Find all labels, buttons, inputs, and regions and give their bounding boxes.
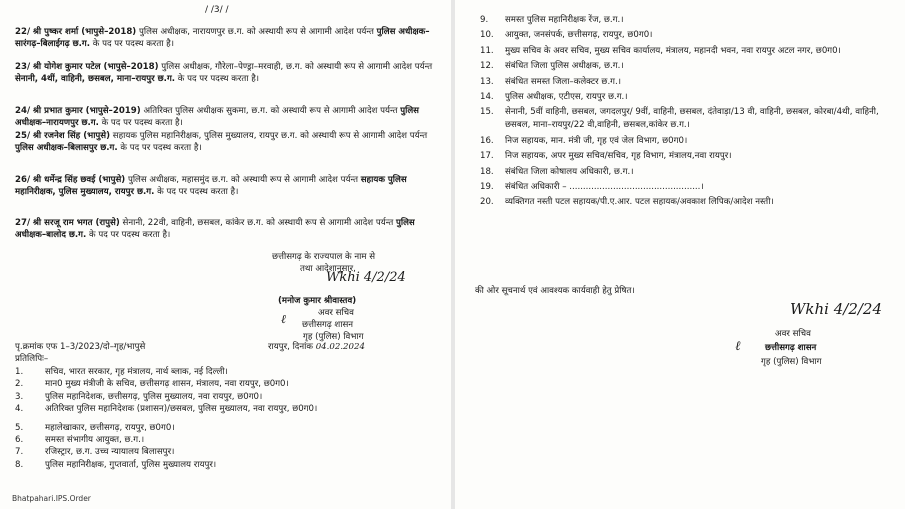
forward-note: की ओर सूचनार्थ एवं आवश्यक कार्यवाही हेतु प्रेषित। xyxy=(475,286,635,296)
copy-to-label: प्रतिलिपिः– xyxy=(15,354,49,364)
signatory2-dept: गृह (पुलिस) विभाग xyxy=(761,357,822,367)
list-item: 12. संबंधित जिला पुलिस अधीक्षक, छ.ग.। xyxy=(480,61,624,72)
list-item: 2. मान0 मुख्य मंत्रीजी के सचिव, छत्तीसगढ़ शासन, मंत्रालय, नवा रायपुर, छ0ग0। xyxy=(15,379,289,390)
list-item: 10. आयुक्त, जनसंपर्क, छत्तीसगढ़, रायपुर, छ0ग0। xyxy=(480,30,653,41)
list-item: 8. पुलिस महानिरीक्षक, गुप्तवार्ता, पुलिस मुख्यालय रायपुर। xyxy=(15,459,217,470)
right-page xyxy=(455,0,905,509)
initials-mark-2: ℓ xyxy=(735,339,741,354)
signatory-govt: छत्तीसगढ़ शासन xyxy=(302,320,354,330)
order-paragraph-23: 23/ श्री योगेश कुमार पटेल (भापुसे–2018) पुलिस अधीक्षक, गौरेला–पेण्ड्रा–मरवाही, छ.ग. को अस्थायी रूप से आगामी आदेश पर्यन्त सेनानी, 4थीं, वाहिनी, छसबल, माना–रायपुर छ.ग. के पद पर पदस्थ करता है। xyxy=(15,62,433,84)
signatory-name: (मनोज कुमार श्रीवास्तव) xyxy=(278,296,357,306)
order-paragraph-24: 24/ श्री प्रभात कुमार (भापुसे–2019) अतिरिक्त पुलिस अधीक्षक सुकमा, छ.ग. को अस्थायी रूप से आगामी आदेश पर्यन्त पुलिस अधीक्षक–नारायणपुर छ.ग. के पद पर पदस्थ करता है। xyxy=(15,106,419,128)
list-item: 5. महालेखाकार, छत्तीसगढ़, रायपुर, छ0ग0। xyxy=(15,422,175,433)
list-item: 15. सेनानी, 5वीं वाहिनी, छसबल, जगदलपुर/ 9वीं, वाहिनी, छसबल, दंतेवाड़ा/13 वी, वाहिनी, छसबल, कोरबा/4थी, वाहिनी, छसबल, माना–रायपुर/22 वी,वाहिनी, छसबल,कांकेर छ.ग.। xyxy=(480,107,879,131)
list-item: 11. मुख्य सचिव के अवर सचिव, मुख्य सचिव कार्यालय, मंत्रालय, महानदी भवन, नवा रायपुर अटल नगर, छ0ग0। xyxy=(480,45,841,56)
order-paragraph-25: 25/ श्री रजनेश सिंह (भापुसे) सहायक पुलिस महानिरीक्षक, पुलिस मुख्यालय, रायपुर छ.ग. को अस्थायी रूप से आगामी आदेश पर्यन्त पुलिस अधीक्षक–बिलासपुर छ.ग. के पद पर पदस्थ करता है। xyxy=(15,131,428,153)
signatory-post: अवर सचिव xyxy=(318,308,354,318)
order-paragraph-26: 26/ श्री धर्मेन्द्र सिंह छवई (भापुसे) पुलिस अधीक्षक, महासमुंद छ.ग. को अस्थायी रूप से आगामी आदेश पर्यन्त सहायक पुलिस महानिरीक्षक, पुलिस मुख्यालय, रायपुर छ.ग. के पद पर पदस्थ करता है। xyxy=(15,175,407,197)
signatory2-govt: छत्तीसगढ़ शासन xyxy=(765,343,817,353)
list-item: 20. व्यक्तिगत नस्ती पटल सहायक/पी.ए.आर. पटल सहायक/अवकाश लिपिक/आदेश नस्ती। xyxy=(480,197,774,208)
list-item: 4. अतिरिक्त पुलिस महानिदेशक (प्रशासन)/छसबल, पुलिस मुख्यालय, नवा रायपुर, छ0ग0। xyxy=(15,404,318,415)
list-item: 14. पुलिस अधीक्षक, एटीएस, रायपुर छ.ग.। xyxy=(480,91,628,102)
list-item: 3. पुलिस महानिदेशक, छत्तीसगढ़, पुलिस मुख्यालय, नवा रायपुर, छ0ग0। xyxy=(15,391,263,402)
page-number-header: / /3/ / xyxy=(205,5,229,15)
place-date: रायपुर, दिनांक 04.02.2024 xyxy=(268,342,365,352)
order-paragraph-22: 22/ श्री पुष्कर शर्मा (भापुसे–2018) पुलिस अधीक्षक, नारायणपुर छ.ग. को अस्थायी रूप से आगामी आदेश पर्यन्त पुलिस अधीक्षक–सारंगढ़–बिलाईगढ़ छ.ग. के पद पर पदस्थ करता है। xyxy=(15,27,430,49)
handwritten-signature-2: Wkhi 4/2/24 xyxy=(790,300,883,318)
order-paragraph-27: 27/ श्री सरजू राम भगत (रापुसे) सेनानी, 22वी, वाहिनी, छसबल, कांकेर छ.ग. को अस्थायी रूप से आगामी आदेश पर्यन्त पुलिस अधीक्षक–बालोद छ.ग. के पद पर पदस्थ करता है। xyxy=(15,218,415,240)
list-item: 9. समस्त पुलिस महानिरीक्षक रेंज, छ.ग.। xyxy=(480,15,624,25)
reference-number: पृ.क्रमांक एफ 1–3/2023/दो–गृह/भापुसे xyxy=(15,342,146,352)
list-item: 16. निज सहायक, मान. मंत्री जी, गृह एवं जेल विभाग, छ0ग0। xyxy=(480,135,688,146)
initials-mark: ℓ xyxy=(281,312,286,326)
order-line-by-order: तथा आदेशानुसार, xyxy=(300,264,356,274)
list-item: 17. निज सहायक, अपर मुख्य सचिव/सचिव, गृह विभाग, मंत्रालय,नवा रायपुर। xyxy=(480,151,732,162)
order-line-governor: छत्तीसगढ़ के राज्यपाल के नाम से xyxy=(272,252,376,262)
list-item: 6. समस्त संभागीय आयुक्त, छ.ग.। xyxy=(15,435,145,446)
list-item: 19. संबंधित अधिकारी – ................................................। xyxy=(480,181,704,192)
footer-tag: Bhatpahari.IPS.Order xyxy=(12,494,91,503)
list-item: 1. सचिव, भारत सरकार, गृह मंत्रालय, नार्थ ब्लाक, नई दिल्ली। xyxy=(15,367,228,377)
handwritten-signature-1: Wkhi 4/2/24 xyxy=(326,270,406,285)
list-item: 7. रजिस्ट्रार, छ.ग. उच्च न्यायालय बिलासपुर। xyxy=(15,447,175,458)
list-item: 13. संबंधित समस्त जिला–कलेक्टर छ.ग.। xyxy=(480,76,622,87)
list-item: 18. संबंधित जिला कोषालय अधिकारी, छ.ग.। xyxy=(480,166,634,177)
copy-list-right xyxy=(480,14,895,212)
signatory-dept: गृह (पुलिस) विभाग xyxy=(303,332,364,342)
left-page xyxy=(0,0,451,509)
copy-list-left xyxy=(15,366,440,471)
signatory2-post: अवर सचिव xyxy=(775,329,811,339)
